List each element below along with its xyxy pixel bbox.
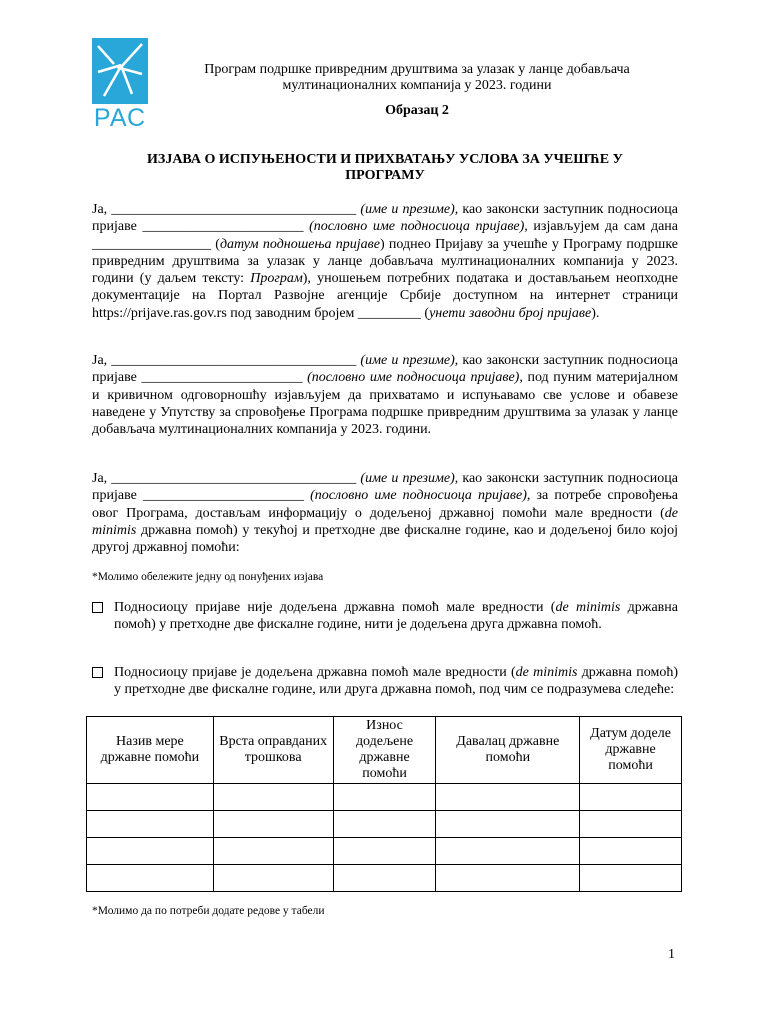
text-italic: Програм — [250, 271, 303, 287]
logo-icon — [92, 38, 148, 104]
text-italic: de minimis — [555, 600, 621, 615]
header-line-1: Програм подршке привредним друштвима за улазак у ланце добављача — [204, 62, 630, 77]
text-italic: (име и презиме) — [360, 471, 455, 486]
text: државна помоћ) у текућој и претходне две фискалне године, као и додељеној било којој другој државној помоћи: — [92, 522, 678, 556]
table-header-row — [87, 717, 682, 784]
page-number: 1 — [668, 947, 675, 962]
table-cell[interactable] — [436, 838, 580, 865]
text: , као законски заступник подносиоца пријаве _______________________ — [92, 353, 678, 386]
text: , као законски заступник подносиоца пријаве _______________________ — [92, 202, 678, 235]
table-cell[interactable] — [436, 865, 580, 892]
statement-paragraph-3 — [92, 470, 678, 556]
table-row — [87, 784, 682, 811]
program-header — [150, 62, 684, 94]
statement-paragraph-1 — [92, 201, 678, 322]
text: ). — [591, 305, 600, 321]
text: државна помоћ) у претходне две фискалне године, нити је додељена друга државна помоћ. — [114, 600, 678, 633]
option-aid-granted — [92, 664, 678, 699]
text-italic: унети заводни број пријаве — [429, 305, 592, 321]
title-line-2: ПРОГРАМУ — [345, 168, 425, 183]
document-title — [92, 152, 678, 184]
option-aid-granted-text — [114, 664, 678, 699]
option-no-aid-text — [114, 599, 678, 634]
text: , за потребе спровођења овог Програма, достављам информацију о додељеној државној помоћи мале вредности ( — [92, 488, 678, 521]
statement-paragraph-2 — [92, 352, 678, 438]
text-italic: датум подношења пријаве — [219, 236, 380, 252]
table-cell[interactable] — [333, 811, 436, 838]
header-line-2: мултинационалних компанија у 2023. години — [282, 78, 552, 93]
text-italic: de minimis — [92, 505, 678, 538]
text-italic: (име и презиме) — [360, 202, 455, 217]
text: изјављујем да сам дана _________________ ( — [92, 219, 678, 252]
table-cell[interactable] — [580, 784, 682, 811]
text: , као законски заступник подносиоца пријаве _______________________ — [92, 471, 678, 504]
text: Ја, ___________________________________ — [92, 353, 361, 368]
text: ) поднео Пријаву за учешће у Програму подршке привредним друштвима за улазак у ланце добављача мултинационалних компанија у 2023. години (у даљем тексту: — [92, 236, 678, 287]
option-no-aid-checkbox[interactable] — [92, 602, 103, 613]
table-cell[interactable] — [333, 865, 436, 892]
table-note: *Молимо да по потреби додате редове у табели — [92, 905, 325, 917]
header-aid-grantor: Давалац државне помоћи — [436, 717, 580, 784]
form-number: Образац 2 — [385, 103, 449, 118]
state-aid-table — [86, 716, 682, 892]
text: под пуним материјалном и кривичном одговорношћу изјављујем да прихватамо и испуњавамо све услове и обавезе наведене у Упутству за спровођење Програма подршке привредним друштвима за улазак у ланце добављача мултинационалних компанија у 2023. години. — [92, 370, 678, 438]
table-cell[interactable] — [87, 811, 214, 838]
table-cell[interactable] — [87, 865, 214, 892]
text: државна помоћ) у претходне две фискалне године, или друга државна помоћ, под чим се подразумева следеће: — [114, 665, 678, 698]
ras-logo — [92, 38, 148, 133]
table-row — [87, 838, 682, 865]
table-cell[interactable] — [436, 784, 580, 811]
header-aid-amount: Износ додељене државне помоћи — [333, 717, 436, 784]
text-italic: de minimis — [515, 665, 578, 680]
text-italic: (пословно име подносиоца пријаве), — [309, 219, 528, 235]
header-aid-measure-name: Назив мере државне помоћи — [87, 717, 214, 784]
table-cell[interactable] — [333, 838, 436, 865]
text: Подносиоцу пријаве није додељена државна помоћ мале вредности ( — [114, 600, 556, 615]
table-cell[interactable] — [87, 838, 214, 865]
table-cell[interactable] — [213, 784, 333, 811]
text: Подносиоцу пријаве је додељена државна помоћ мале вредности ( — [114, 665, 516, 680]
logo-text: РАС — [93, 104, 147, 132]
title-line-1: ИЗЈАВА О ИСПУЊЕНОСТИ И ПРИХВАТАЊУ УСЛОВА ЗА УЧЕШЋЕ У — [147, 152, 623, 167]
text: Ја, ___________________________________ — [92, 202, 361, 217]
table-cell[interactable] — [87, 784, 214, 811]
table-cell[interactable] — [213, 811, 333, 838]
text-italic: (пословно име подносиоца пријаве) — [310, 488, 527, 504]
table-cell[interactable] — [580, 838, 682, 865]
text-italic: (пословно име подносиоца пријаве), — [307, 370, 523, 386]
table-cell[interactable] — [213, 838, 333, 865]
option-aid-granted-checkbox[interactable] — [92, 667, 103, 678]
selection-note: *Молимо обележите једну од понуђених изјава — [92, 571, 324, 583]
table-cell[interactable] — [333, 784, 436, 811]
table-row — [87, 865, 682, 892]
option-no-aid — [92, 599, 678, 634]
table-cell[interactable] — [213, 865, 333, 892]
text: Ја, ___________________________________ — [92, 471, 361, 486]
table-cell[interactable] — [580, 811, 682, 838]
text-italic: (име и презиме) — [360, 353, 455, 368]
header-eligible-costs-type: Врста оправданих трошкова — [213, 717, 333, 784]
header-grant-date: Датум доделе државне помоћи — [580, 717, 682, 784]
table-row — [87, 811, 682, 838]
table-cell[interactable] — [436, 811, 580, 838]
text: ), уношењем потребних података и достављањем неопходне документације на Портал Развојне агенције Србије доступном на интернет страници https://prijave.ras.gov.rs под заводним бројем _________ ( — [92, 271, 679, 321]
table-cell[interactable] — [580, 865, 682, 892]
